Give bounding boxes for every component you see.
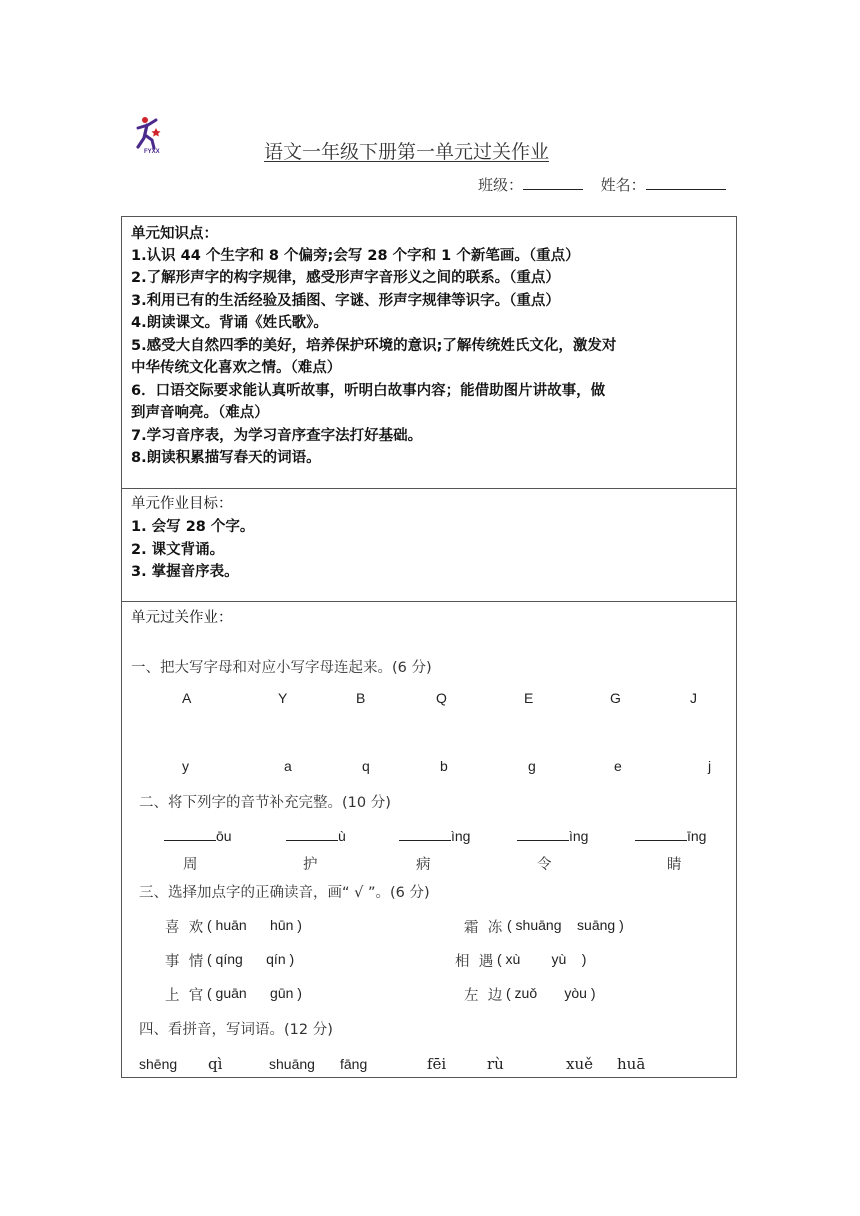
- syllable-ending: ù: [338, 828, 346, 844]
- knowledge-item: 中华传统文化喜欢之情。（难点）: [131, 360, 342, 376]
- logo: [132, 116, 172, 158]
- reading-options[interactable]: ( huān hūn ): [207, 917, 302, 933]
- question-3-title: 三、选择加点字的正确读音，画“ √ ”。(6 分): [139, 885, 430, 901]
- uppercase-letter[interactable]: G: [610, 690, 621, 706]
- syllable-blank[interactable]: [286, 826, 346, 844]
- class-input[interactable]: [523, 175, 583, 190]
- lowercase-letter[interactable]: b: [440, 758, 448, 774]
- goal-item: 2. 课文背诵。: [131, 542, 225, 558]
- knowledge-item: 1.认识 44 个生字和 8 个偏旁;会写 28 个字和 1 个新笔画。（重点）: [131, 248, 580, 264]
- pinyin: huā: [617, 1055, 646, 1073]
- divider: [121, 601, 737, 602]
- logo-text: FYXX: [144, 149, 160, 155]
- pinyin: qì: [208, 1055, 223, 1073]
- pinyin: shēng: [139, 1056, 178, 1072]
- knowledge-item: 8.朗读积累描写春天的词语。: [131, 450, 321, 466]
- word: 事 情: [165, 954, 204, 970]
- character: 周: [183, 857, 198, 873]
- lowercase-letter[interactable]: g: [528, 758, 536, 774]
- homework-heading: 单元过关作业：: [131, 610, 233, 626]
- goal-item: 1. 会写 28 个字。: [131, 519, 255, 535]
- knowledge-item: 4.朗读课文。背诵《姓氏歌》。: [131, 315, 328, 331]
- reading-options[interactable]: ( zuǒ yòu ): [506, 985, 596, 1001]
- knowledge-item: 6．口语交际要求能认真听故事，听明白故事内容；能借助图片讲故事，做: [131, 383, 606, 399]
- word: 相 遇: [455, 954, 494, 970]
- uppercase-letter[interactable]: A: [182, 690, 192, 706]
- uppercase-letter[interactable]: J: [690, 690, 697, 706]
- question-4-title: 四、看拼音，写词语。(12 分): [139, 1022, 333, 1038]
- name-input[interactable]: [646, 175, 726, 190]
- reading-options[interactable]: ( shuāng suāng ): [507, 917, 624, 933]
- character: 睛: [667, 857, 682, 873]
- lowercase-letter[interactable]: e: [614, 758, 622, 774]
- syllable-ending: ìng: [569, 828, 589, 844]
- goal-item: 3. 掌握音序表。: [131, 564, 239, 580]
- pinyin: rù: [487, 1055, 504, 1073]
- name-label: 姓名：: [600, 176, 646, 194]
- word: 左 边: [464, 988, 503, 1004]
- lowercase-letter[interactable]: a: [284, 758, 292, 774]
- knowledge-item: 2.了解形声字的构字规律，感受形声字音形义之间的联系。（重点）: [131, 270, 560, 286]
- knowledge-item: 7.学习音序表，为学习音序查字法打好基础。: [131, 428, 423, 444]
- syllable-ending: ōu: [216, 828, 232, 844]
- uppercase-letter[interactable]: B: [356, 690, 366, 706]
- syllable-blank[interactable]: [399, 826, 470, 844]
- syllable-blank[interactable]: [635, 826, 706, 844]
- word: 上 官: [165, 988, 204, 1004]
- goals-heading: 单元作业目标：: [131, 496, 233, 512]
- knowledge-item: 3.利用已有的生活经验及插图、字谜、形声字规律等识字。（重点）: [131, 293, 560, 309]
- character: 病: [416, 857, 431, 873]
- pinyin: fēi: [427, 1055, 447, 1073]
- question-1-title: 一、把大写字母和对应小写字母连起来。(6 分): [131, 660, 432, 676]
- knowledge-heading: 单元知识点：: [131, 226, 218, 242]
- lowercase-letter[interactable]: q: [362, 758, 370, 774]
- uppercase-letter[interactable]: Y: [278, 690, 288, 706]
- uppercase-letter[interactable]: Q: [436, 690, 447, 706]
- lowercase-letter[interactable]: y: [182, 758, 189, 774]
- question-2-title: 二、将下列字的音节补充完整。(10 分): [139, 795, 391, 811]
- page-title: 语文一年级下册第一单元过关作业: [264, 141, 550, 163]
- reading-options[interactable]: ( guān gūn ): [207, 985, 302, 1001]
- uppercase-letter[interactable]: E: [524, 690, 534, 706]
- pinyin: xuě: [566, 1055, 593, 1073]
- word: 霜 冻: [464, 920, 503, 936]
- syllable-ending: ìng: [451, 828, 471, 844]
- pinyin: fāng: [340, 1056, 368, 1072]
- reading-options[interactable]: ( qíng qín ): [207, 951, 295, 967]
- lowercase-letter[interactable]: j: [708, 758, 712, 774]
- syllable-ending: īng: [687, 828, 707, 844]
- knowledge-item: 到声音响亮。（难点）: [131, 405, 269, 421]
- logo-figure-icon: [132, 116, 172, 150]
- class-label: 班级：: [478, 176, 524, 194]
- class-name-row: [478, 174, 726, 195]
- syllable-blank[interactable]: [164, 826, 232, 844]
- syllable-blank[interactable]: [517, 826, 588, 844]
- pinyin: shuāng: [269, 1056, 315, 1072]
- word: 喜 欢: [165, 920, 204, 936]
- character: 令: [537, 857, 552, 873]
- divider: [121, 488, 737, 489]
- knowledge-item: 5.感受大自然四季的美好，培养保护环境的意识;了解传统姓氏文化，激发对: [131, 338, 617, 354]
- character: 护: [303, 857, 318, 873]
- reading-options[interactable]: ( xù yù ): [497, 951, 587, 967]
